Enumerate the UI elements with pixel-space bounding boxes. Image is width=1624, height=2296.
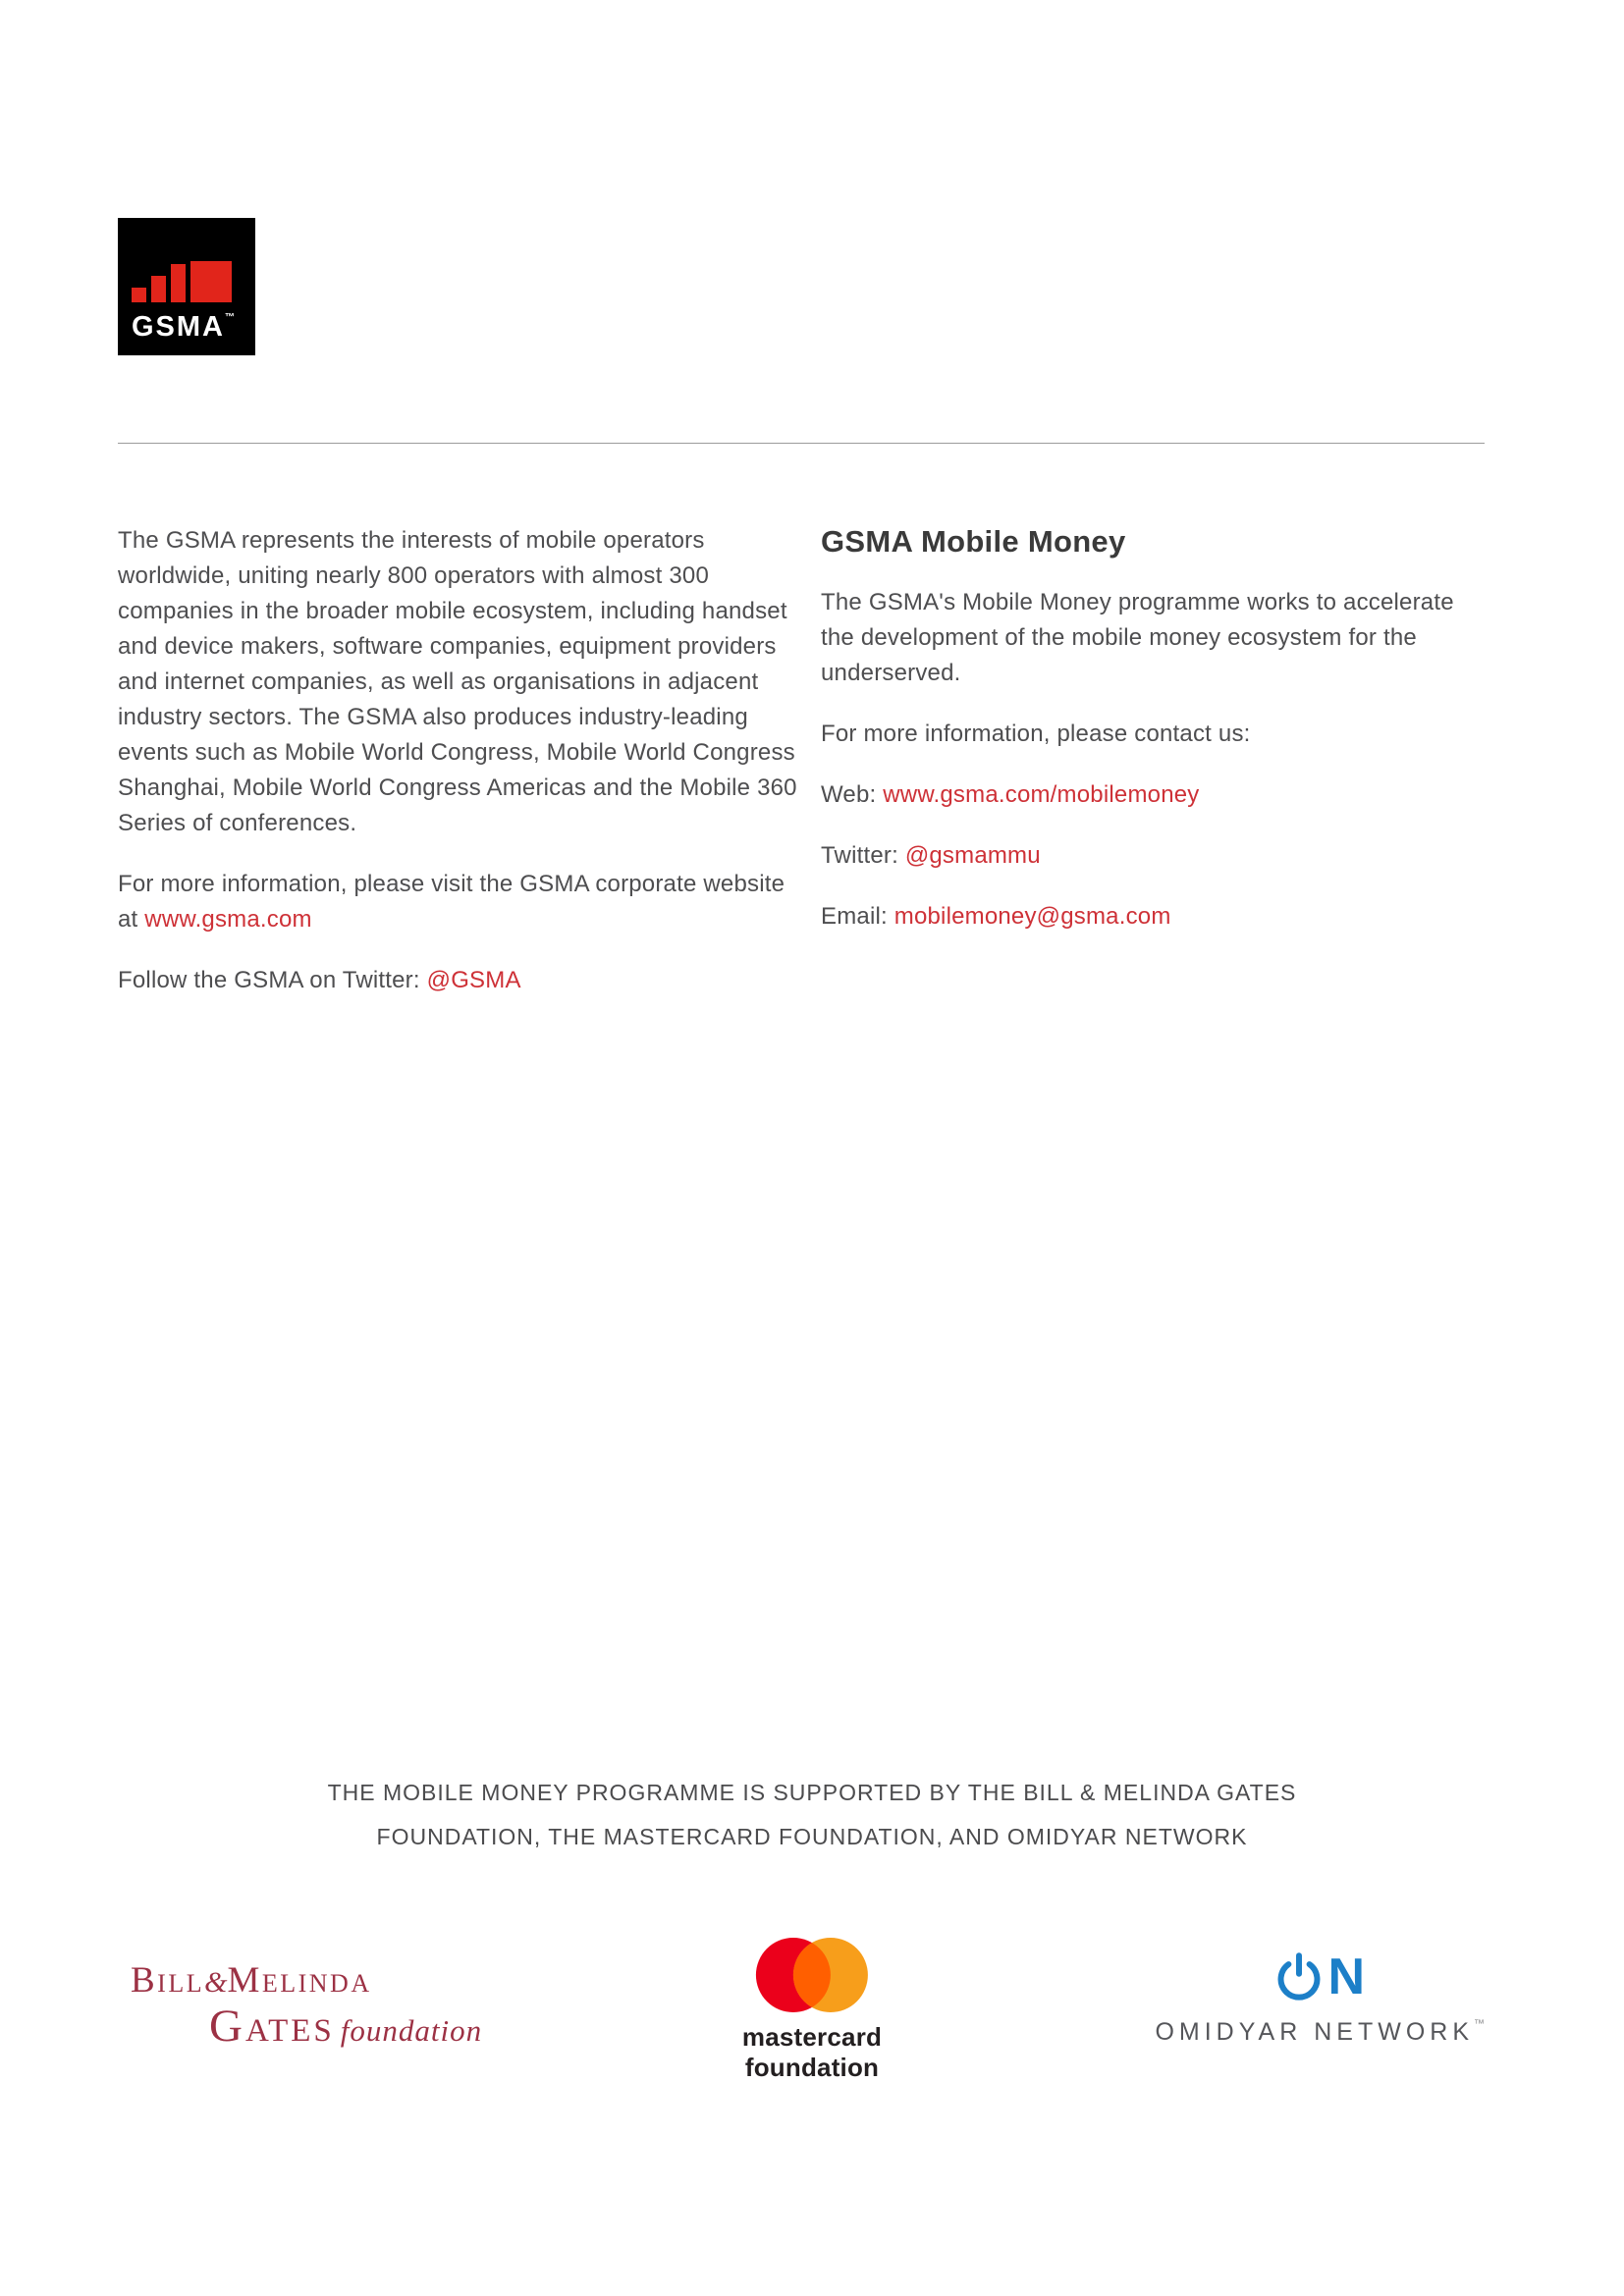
omidyar-label <box>1155 2018 1485 2047</box>
omidyar-label-text: OMIDYAR NETWORK <box>1155 2018 1474 2046</box>
gates-logo-line1 <box>131 1961 482 2002</box>
gates-melinda: Melinda <box>227 1960 372 2001</box>
email-label: Email: <box>821 903 894 931</box>
mastercard-circles-icon <box>746 1936 878 2016</box>
omidyar-trademark: ™ <box>1474 2018 1485 2030</box>
gsma-twitter-text: Follow the GSMA on Twitter: <box>118 967 427 993</box>
support-note <box>0 1771 1624 1859</box>
omidyar-n-letter: N <box>1327 1949 1365 2005</box>
gsma-twitter-link[interactable]: @GSMA <box>426 967 521 993</box>
gsma-twitter-paragraph <box>118 963 805 998</box>
gsma-wordmark-text: GSMA <box>132 311 225 343</box>
mobile-money-web-link[interactable]: www.gsma.com/mobilemoney <box>883 781 1200 809</box>
gates-foundation-word: foundation <box>340 2012 483 2048</box>
gates-logo-line2 <box>131 2000 483 2052</box>
omidyar-power-o-icon <box>1274 1952 1324 2002</box>
mobile-money-heading: GSMA Mobile Money <box>821 524 1126 559</box>
gsma-bars-icon <box>132 261 242 302</box>
gsma-bar-1 <box>132 288 146 302</box>
mobile-money-contact-intro: For more information, please contact us: <box>821 721 1251 748</box>
mastercard-foundation-logo <box>742 1936 882 2083</box>
twitter-label: Twitter: <box>821 842 905 870</box>
gates-ampersand: & <box>204 1966 228 1999</box>
omidyar-network-logo <box>1155 1951 1485 2047</box>
gsma-wordmark <box>132 313 242 342</box>
gates-bill: Bill <box>131 1960 205 2001</box>
about-gsma-paragraph: The GSMA represents the interests of mobile operators worldwide, uniting nearly 800 operators with almost 300 companies in the broader mobile ecosystem, including handset and device makers, software companies, equipment providers and internet companies, as well as organisations in adjacent industry sectors. The GSMA also produces industry-leading events such as Mobile World Congress, Mobile World Congress Shanghai, Mobile World Congress Americas and the Mobile 360 Series of conferences. <box>118 527 797 836</box>
mobile-money-email-link[interactable]: mobilemoney@gsma.com <box>893 903 1171 931</box>
content-columns <box>118 523 1485 1024</box>
omidyar-mark <box>1274 1949 1365 2005</box>
mobile-money-web-line <box>821 777 1485 813</box>
mobile-money-twitter-link[interactable]: @gsmammu <box>904 842 1041 870</box>
gsma-bar-2 <box>151 276 166 302</box>
gsma-more-info-paragraph <box>118 867 805 937</box>
gsma-trademark: ™ <box>225 312 235 323</box>
mobile-money-twitter-line <box>821 838 1485 874</box>
gsma-logo <box>118 218 255 355</box>
support-note-line1: THE MOBILE MONEY PROGRAMME IS SUPPORTED BY THE BILL & MELINDA GATES <box>327 1780 1297 1805</box>
mastercard-sub: foundation <box>744 2053 880 2082</box>
gates-foundation-logo <box>131 1961 482 2050</box>
gates-word: Gates <box>209 2000 335 2052</box>
about-gsma-column <box>118 523 805 1024</box>
mobile-money-column <box>821 523 1485 1024</box>
gsma-website-link[interactable]: www.gsma.com <box>144 906 312 933</box>
horizontal-divider <box>118 443 1485 444</box>
mastercard-wordmark <box>742 2022 882 2083</box>
mobile-money-description: The GSMA's Mobile Money programme works to accelerate the development of the mobile money ecosystem for the underserved. <box>821 589 1454 687</box>
web-label: Web: <box>821 781 884 809</box>
mobile-money-email-line <box>821 899 1485 934</box>
gsma-bar-3 <box>171 264 186 302</box>
mastercard-name: mastercard <box>741 2022 883 2052</box>
support-note-line2: FOUNDATION, THE MASTERCARD FOUNDATION, AND OMIDYAR NETWORK <box>376 1824 1248 1849</box>
gsma-more-info-text: For more information, please visit the GSMA corporate website at <box>118 871 785 933</box>
gsma-bar-square <box>190 261 232 302</box>
